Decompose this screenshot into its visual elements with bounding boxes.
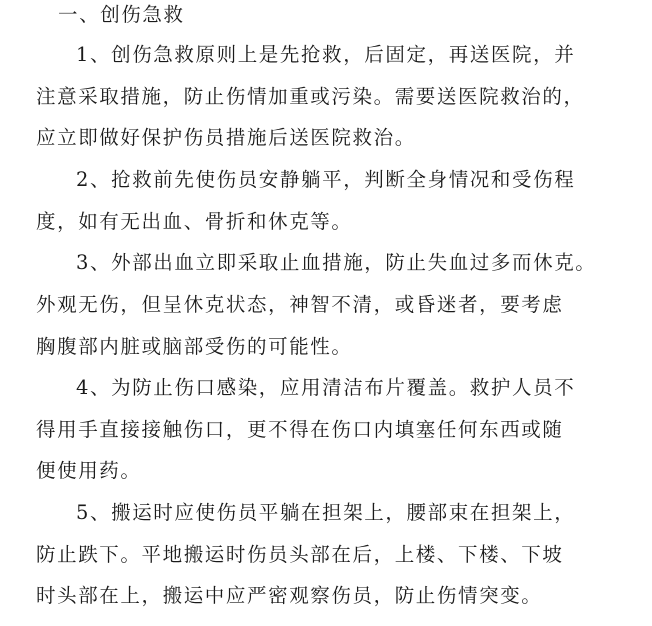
paragraph-line: 得用手直接接触伤口，更不得在伤口内填塞任何东西或随 [36,418,564,441]
paragraph-line: 外观无伤，但呈休克状态，神智不清，或昏迷者，要考虑 [36,293,564,316]
paragraph-line: 便使用药。 [36,459,142,482]
paragraph-line: 5、搬运时应使伤员平躺在担架上，腰部束在担架上， [76,501,576,524]
paragraph-line: 3、外部出血立即采取止血措施，防止失血过多而休克。 [76,251,597,274]
paragraph-line: 防止跌下。平地搬运时伤员头部在后，上楼、下楼、下坡 [36,543,564,566]
paragraph-line: 注意采取措施，防止伤情加重或污染。需要送医院救治的， [36,85,585,108]
paragraph-line: 应立即做好保护伤员措施后送医院救治。 [36,126,416,149]
section-title: 一、创伤急救 [58,3,185,26]
paragraph-line: 时头部在上，搬运中应严密观察伤员，防止伤情突变。 [36,584,543,607]
paragraph-line: 胸腹部内脏或脑部受伤的可能性。 [36,335,353,358]
paragraph-line: 1、创伤急救原则上是先抢救，后固定，再送医院，并 [76,43,576,66]
paragraph-line: 2、抢救前先使伤员安静躺平，判断全身情况和受伤程 [76,168,576,191]
paragraph-line: 4、为防止伤口感染，应用清洁布片覆盖。救护人员不 [76,376,576,399]
paragraph-line: 度，如有无出血、骨折和休克等。 [36,210,353,233]
